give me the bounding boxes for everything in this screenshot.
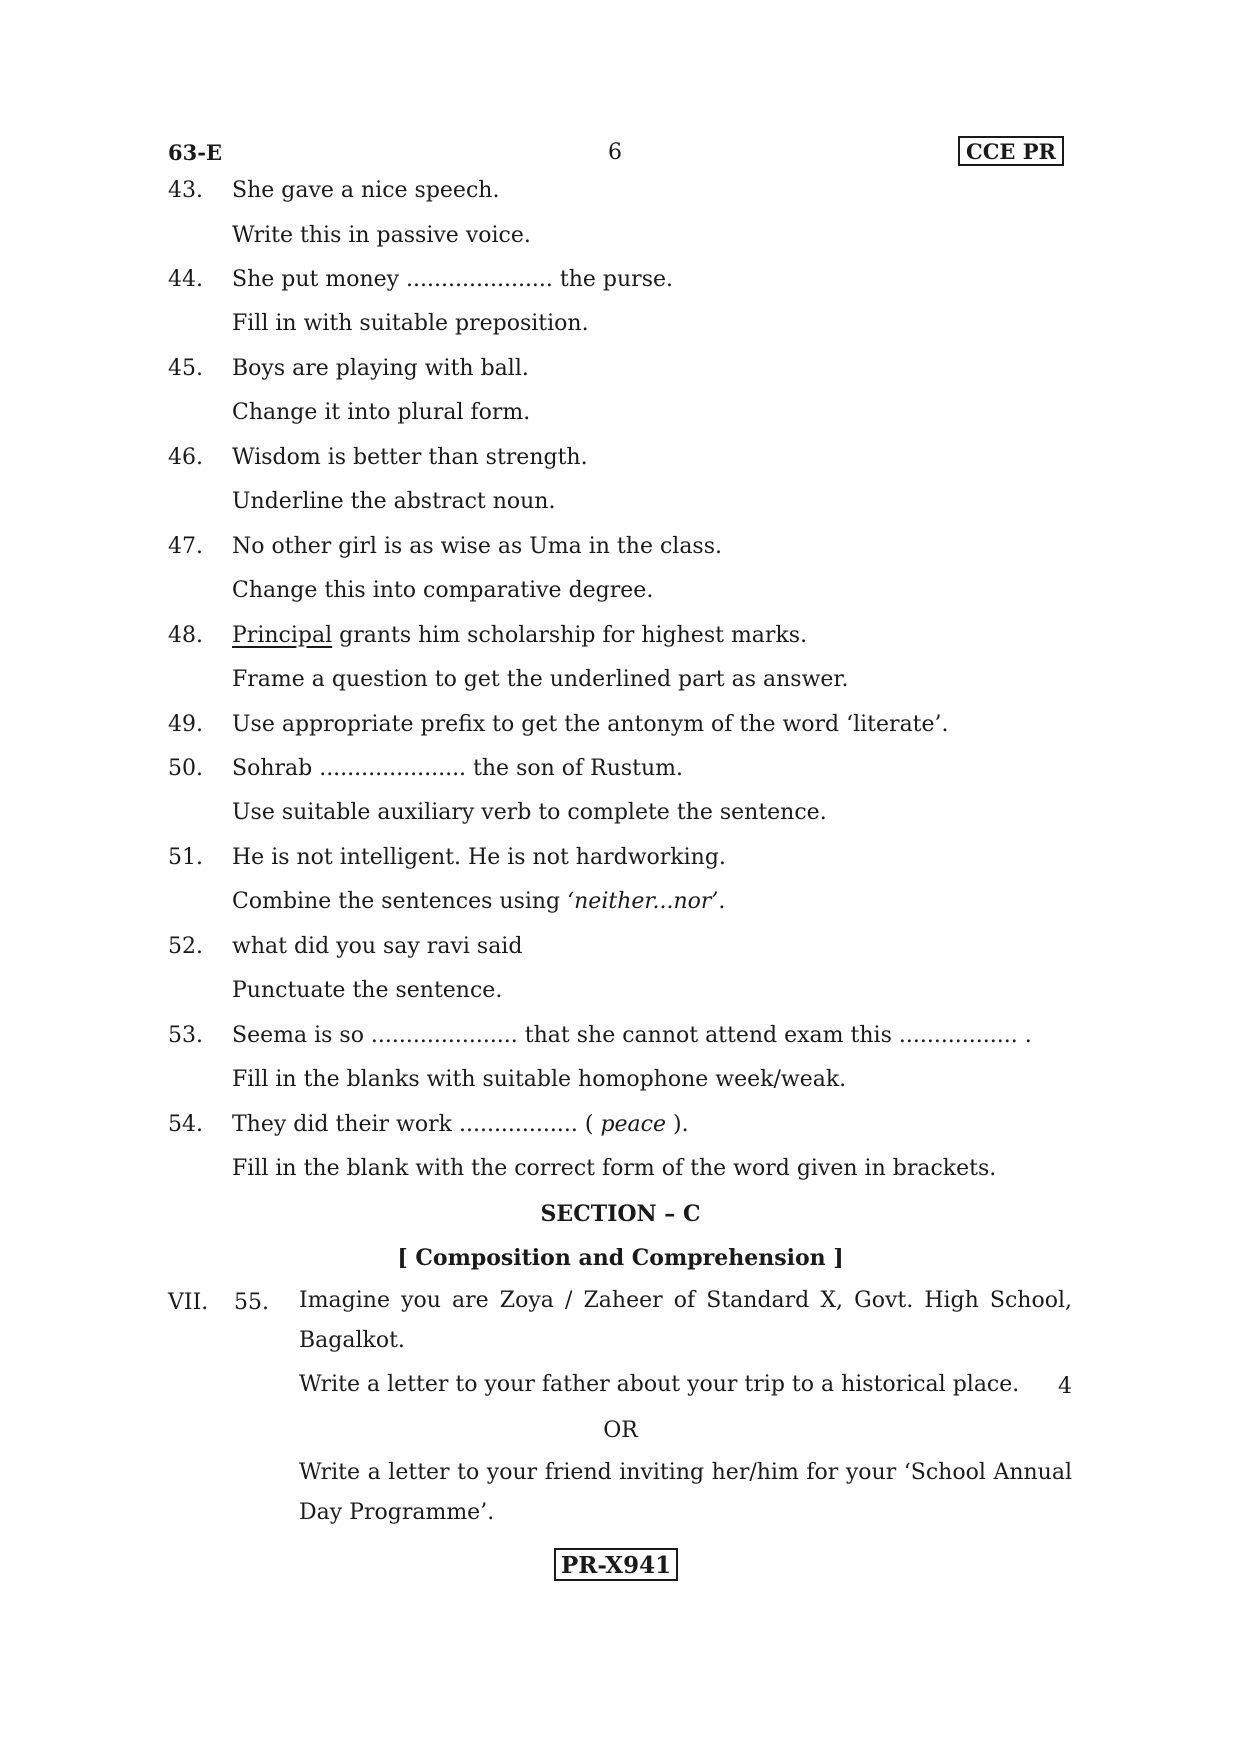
marks: 4 bbox=[1058, 1374, 1072, 1399]
section-title: SECTION – C bbox=[540, 1201, 701, 1227]
question-43-instruction: Write this in passive voice. bbox=[232, 223, 531, 248]
question-53-instruction: Fill in the blanks with suitable homophone week/weak. bbox=[232, 1067, 847, 1092]
question-text: She gave a nice speech. bbox=[232, 178, 500, 203]
question-52-instruction: Punctuate the sentence. bbox=[232, 978, 503, 1003]
question-48 bbox=[168, 623, 807, 648]
question-text: They did their work ................. ( bbox=[232, 1112, 601, 1137]
question-47-instruction: Change this into comparative degree. bbox=[232, 578, 654, 603]
question-text: Wisdom is better than strength. bbox=[232, 445, 588, 470]
question-55-task2-line2: Day Programme’. bbox=[299, 1500, 495, 1525]
question-number: 48. bbox=[168, 623, 203, 648]
question-text: Boys are playing with ball. bbox=[232, 356, 529, 381]
question-55-line2: Bagalkot. bbox=[299, 1328, 405, 1353]
question-50-instruction: Use suitable auxiliary verb to complete the sentence. bbox=[232, 800, 827, 825]
question-55-task1: Write a letter to your father about your trip to a historical place. bbox=[299, 1372, 1020, 1397]
instruction-end: . bbox=[718, 889, 726, 914]
question-number: 52. bbox=[168, 934, 203, 959]
roman-numeral: VII. bbox=[168, 1290, 209, 1315]
question-45 bbox=[168, 356, 529, 381]
question-number: 47. bbox=[168, 534, 203, 559]
question-55-number: 55. bbox=[234, 1290, 269, 1315]
question-number: 46. bbox=[168, 445, 203, 470]
question-number: 53. bbox=[168, 1023, 203, 1048]
question-54-instruction: Fill in the blank with the correct form of the word given in brackets. bbox=[232, 1156, 997, 1181]
question-53 bbox=[168, 1023, 1032, 1048]
question-number: 44. bbox=[168, 267, 203, 292]
instruction-italic: ‘neither...nor’ bbox=[567, 889, 719, 914]
question-number: 45. bbox=[168, 356, 203, 381]
question-number: 54. bbox=[168, 1112, 203, 1137]
paper-code: 63-E bbox=[168, 140, 222, 165]
question-43 bbox=[168, 178, 499, 203]
question-number: 51. bbox=[168, 845, 203, 870]
or-separator: OR bbox=[603, 1418, 638, 1443]
question-text-end: ). bbox=[666, 1112, 689, 1137]
question-text: No other girl is as wise as Uma in the class. bbox=[232, 534, 723, 559]
section-subtitle: [ Composition and Comprehension ] bbox=[397, 1245, 844, 1271]
question-number: 50. bbox=[168, 756, 203, 781]
bracket-word: peace bbox=[600, 1112, 666, 1137]
question-54 bbox=[168, 1112, 689, 1137]
question-45-instruction: Change it into plural form. bbox=[232, 400, 531, 425]
question-number: 49. bbox=[168, 712, 203, 737]
question-55-task2-line1: Write a letter to your friend inviting her/him for your ‘School Annual bbox=[299, 1460, 1072, 1485]
question-46 bbox=[168, 445, 588, 470]
question-50 bbox=[168, 756, 683, 781]
underlined-word: Principal bbox=[232, 623, 333, 648]
instruction-text: Combine the sentences using bbox=[232, 889, 568, 914]
page-number: 6 bbox=[608, 140, 622, 165]
question-51 bbox=[168, 845, 726, 870]
question-48-instruction: Frame a question to get the underlined part as answer. bbox=[232, 667, 849, 692]
question-49 bbox=[168, 712, 949, 737]
footer-code-box: PR-X941 bbox=[554, 1548, 678, 1581]
question-number: 43. bbox=[168, 178, 203, 203]
question-text: Seema is so ..................... that she cannot attend exam this ................. . bbox=[232, 1023, 1032, 1048]
exam-type-box: CCE PR bbox=[958, 136, 1064, 166]
question-text: He is not intelligent. He is not hardworking. bbox=[232, 845, 726, 870]
question-47 bbox=[168, 534, 722, 559]
question-46-instruction: Underline the abstract noun. bbox=[232, 489, 556, 514]
question-55-line1: Imagine you are Zoya / Zaheer of Standard X, Govt. High School, bbox=[299, 1288, 1072, 1313]
question-44 bbox=[168, 267, 673, 292]
question-text: Sohrab ..................... the son of Rustum. bbox=[232, 756, 684, 781]
question-text: Use appropriate prefix to get the antonym of the word ‘literate’. bbox=[232, 712, 949, 737]
question-44-instruction: Fill in with suitable preposition. bbox=[232, 311, 589, 336]
question-text: what did you say ravi said bbox=[232, 934, 523, 959]
question-52 bbox=[168, 934, 522, 959]
question-51-instruction bbox=[232, 889, 725, 914]
question-text: She put money ..................... the purse. bbox=[232, 267, 673, 292]
question-text: grants him scholarship for highest marks. bbox=[332, 623, 808, 648]
